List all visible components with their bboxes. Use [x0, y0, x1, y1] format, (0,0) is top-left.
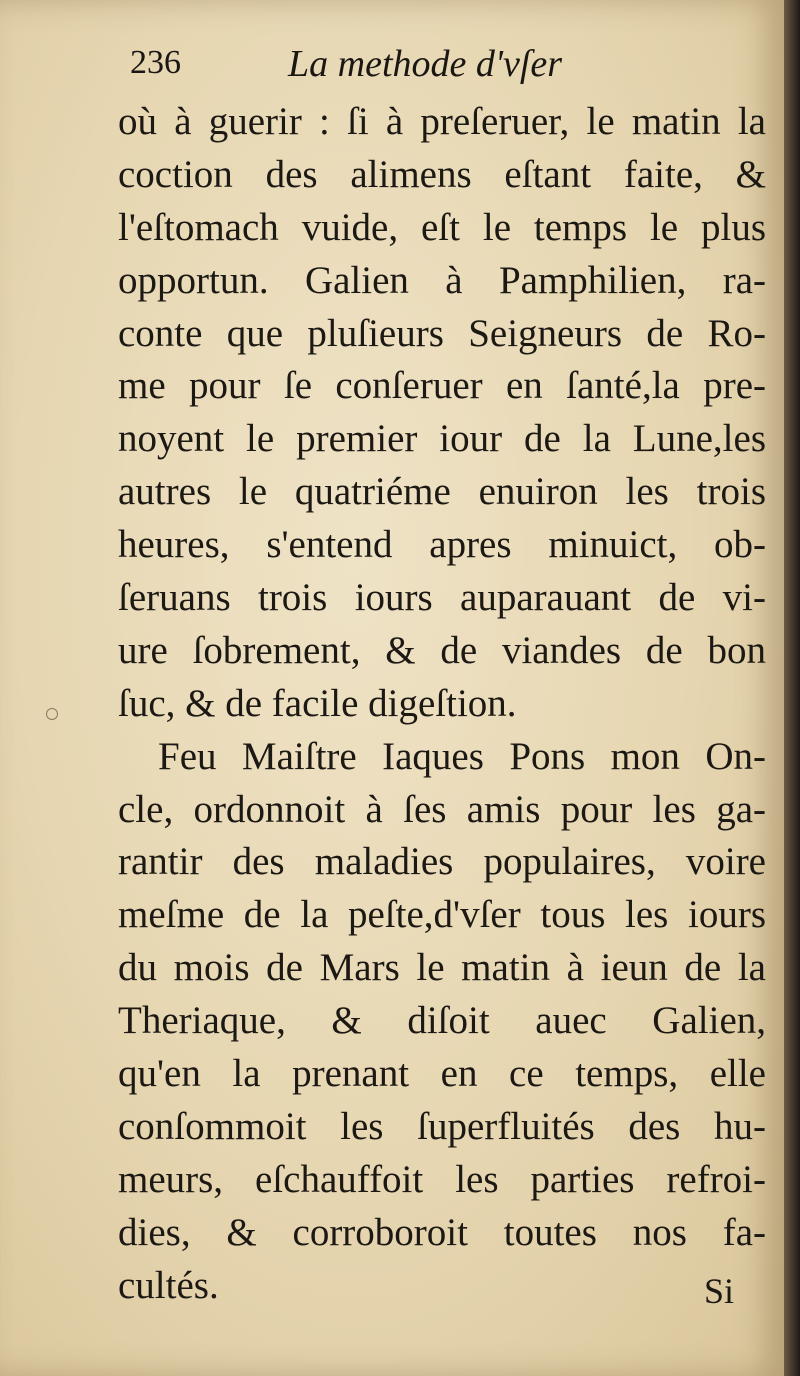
text-line: meurs, eſchauffoit les parties refroi- [118, 1157, 766, 1201]
body-text [118, 96, 766, 1312]
text-line: ſeruans trois iours auparauant de vi- [118, 576, 766, 620]
paragraph-end-line: ſuc, & de facile digeſtion. [118, 681, 517, 725]
text-line: meſme de la peſte,d'vſer tous les iours [118, 893, 766, 937]
text-line: opportun. Galien à Pamphilien, ra- [118, 258, 766, 302]
text-line: noyent le premier iour de la Lune,les [118, 417, 766, 461]
page-number: 236 [130, 44, 181, 81]
text-line: Theriaque, & diſoit auec Galien, [118, 999, 766, 1043]
text-line: l'eſtomach vuide, eſt le temps le plus [118, 205, 766, 249]
text-line: heures, s'entend apres minuict, ob- [118, 523, 766, 567]
text-line: dies, & corroboroit toutes nos fa- [118, 1210, 766, 1254]
text-line: ure ſobrement, & de viandes de bon [118, 628, 766, 672]
text-line: du mois de Mars le matin à ieun de la [118, 946, 766, 990]
paragraph-start-line: Feu Maiſtre Iaques Pons mon On- [158, 734, 766, 778]
paragraph-end-line: cultés. [118, 1263, 219, 1307]
page-edge-shadow [784, 0, 800, 1376]
text-line: conſommoit les ſuperfluités des hu- [118, 1104, 766, 1148]
running-head [120, 40, 680, 92]
text-line: où à guerir : ſi à preſeruer, le matin la [118, 100, 766, 143]
text-line: conte que pluſieurs Seigneurs de Ro- [118, 311, 766, 355]
text-line: rantir des maladies populaires, voire [118, 840, 766, 884]
text-line: cle, ordonnoit à ſes amis pour les ga- [118, 787, 766, 831]
text-line: coction des alimens eſtant faite, & [118, 152, 766, 196]
text-line: me pour ſe conſeruer en ſanté,la pre- [118, 364, 766, 408]
margin-blemish [46, 708, 58, 720]
running-title: La methode d'vſer [288, 43, 563, 85]
text-line: autres le quatriéme enuiron les trois [118, 470, 766, 514]
catchword: Si [703, 1271, 734, 1311]
text-line: qu'en la prenant en ce temps, elle [118, 1052, 766, 1096]
